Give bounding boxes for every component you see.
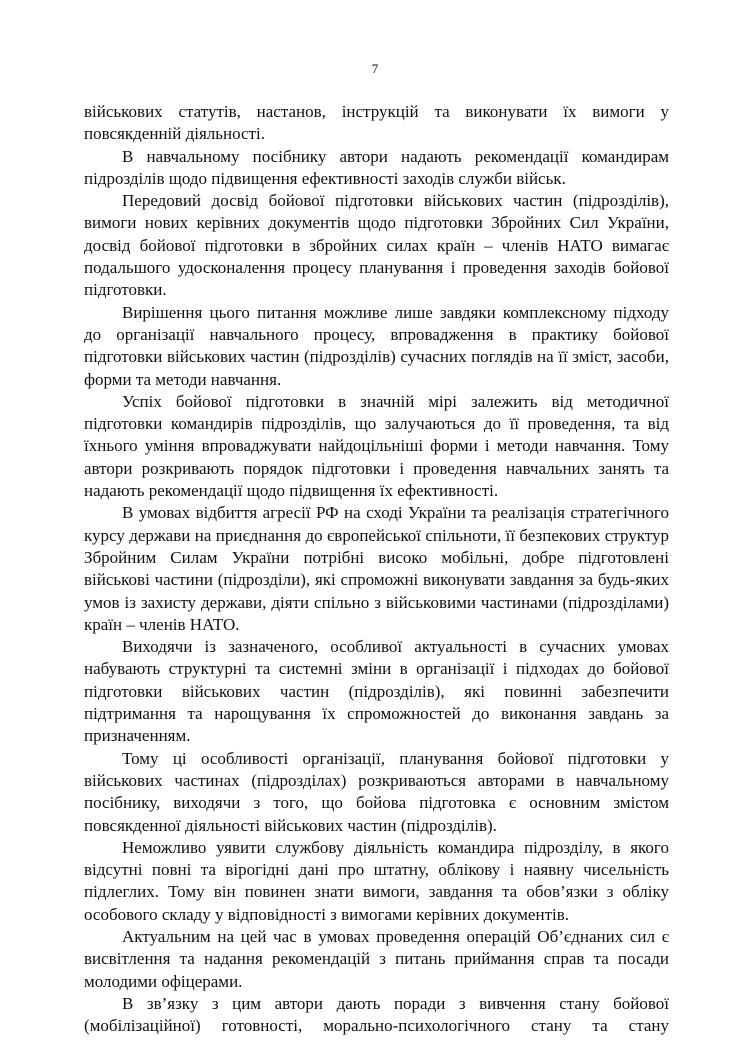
paragraph-solution: Вирішення цього питання можливе лише завдяки комплексному підходу до організації навчального процесу, впровадження в практику бойової підготовки військових частин (підрозділів) сучасних поглядів на її зміст, засоби, форми та методи навчання.: [84, 302, 669, 389]
paragraph-training-manual: В навчальному посібнику автори надають рекомендації командирам підрозділів щодо підвищення ефективності заходів служби військ.: [84, 146, 669, 188]
paragraph-aggression: В умовах відбиття агресії РФ на сході України та реалізація стратегічного курсу держави на приєднання до європейської спільноти, її безпекових структур Збройним Силам України потрібні високо мобільні, добре підготовлені військові частини (підрозділи), які спроможні виконувати завдання за будь-яких умов із захисту держави, діяти спільно з військовими частинами (підрозділами) країн – членів НАТО.: [84, 503, 669, 634]
page-number: 7: [371, 61, 379, 76]
paragraph-relevance: Виходячи із зазначеного, особливої актуальності в сучасних умовах набувають структурні та системні зміни в організації і підходах до бойової підготовки військових частин (підрозділів), які повинні забезпечити підтримання та нарощування їх спроможностей до виконання завдань за призначенням.: [84, 637, 669, 746]
body-text: [84, 101, 669, 1037]
paragraph-continuation: військових статутів, настанов, інструкцій та виконувати їх вимоги у повсякденній діяльності.: [84, 102, 669, 144]
paragraph-features: Тому ці особливості організації, планування бойової підготовки у військових частинах (підрозділах) розкриваються авторами в навчальному посібнику, виходячи з того, що бойова підготовка є основним змістом повсякденної діяльності військових частин (підрозділів).: [84, 748, 669, 835]
paragraph-advice: В зв’язку з цим автори дають поради з вивчення стану бойової (мобілізаційної) готовності, морально-психологічного стану та стану: [84, 993, 669, 1036]
paragraph-best-practice: Передовий досвід бойової підготовки військових частин (підрозділів), вимоги нових керівних документів щодо підготовки Збройних Сил України, досвід бойової підготовки в збройних силах країн – членів НАТО вимагає подальшого удосконалення процесу планування і проведення заходів бойової підготовки.: [84, 191, 669, 300]
paragraph-commander: Неможливо уявити службову діяльність командира підрозділу, в якого відсутні повні та вірогідні дані про штатну, облікову і наявну чисельність підлеглих. Тому він повинен знати вимоги, завдання та обов’язки з обліку особового складу у відповідності з вимогами керівних документів.: [84, 837, 669, 924]
paragraph-success: Успіх бойової підготовки в значній мірі залежить від методичної підготовки командирів підрозділів, що залучаються до її проведення, та від їхнього уміння впроваджувати найдоцільніші форми і методи навчання. Тому автори розкривають порядок підготовки і проведення навчальних занять та надають рекомендації щодо підвищення їх ефективності.: [84, 391, 669, 501]
paragraph-joint-forces: Актуальним на цей час в умовах проведення операцій Об’єднаних сил є висвітлення та надання рекомендацій з питань приймання справ та посади молодими офіцерами.: [84, 926, 669, 991]
